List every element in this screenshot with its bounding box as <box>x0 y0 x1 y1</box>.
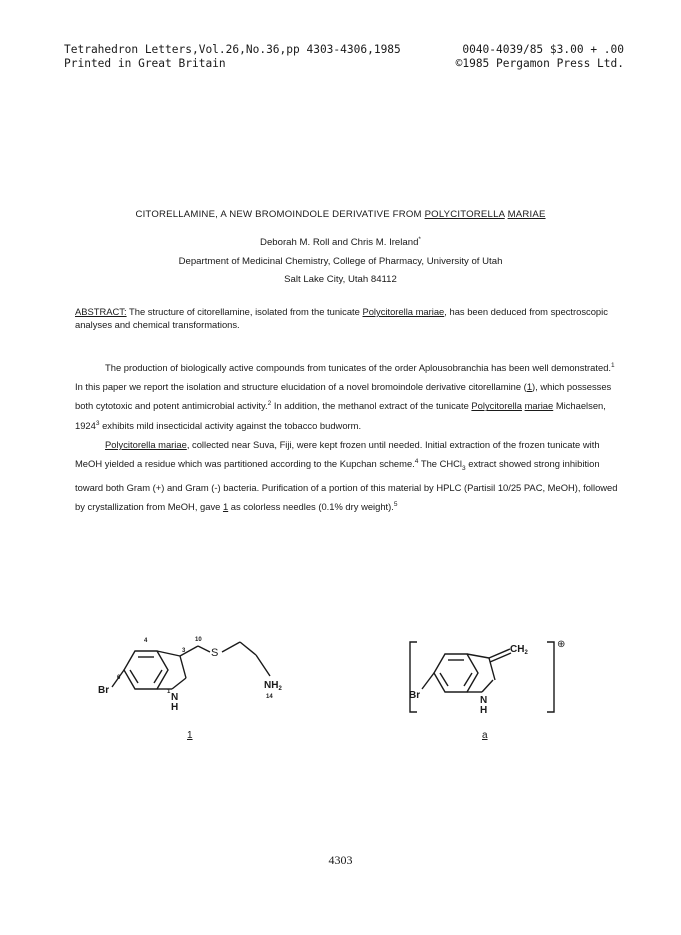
p2-compound-ref: 1 <box>222 501 229 513</box>
author-names: Deborah M. Roll and Chris M. Ireland <box>260 237 419 248</box>
sulfur-atom: S <box>211 647 219 659</box>
ref-4: 4 <box>414 457 419 465</box>
author-line <box>0 237 681 248</box>
amine-group: $NH_2$ <box>264 680 282 692</box>
bromine-atom: Br <box>98 685 110 696</box>
paragraph-isolation <box>75 435 620 517</box>
p1-genus: Polycitorella <box>471 400 522 412</box>
paragraph-intro <box>75 358 620 435</box>
abstract <box>75 306 620 331</box>
chcl3-subscript: 3 <box>462 464 466 472</box>
indole-nitrogen: N <box>480 695 488 706</box>
journal-masthead <box>64 43 624 70</box>
title-genus: POLYCITORELLA <box>424 209 505 220</box>
methylene-group: $CH_2$ <box>510 644 528 656</box>
abstract-label: ABSTRACT: <box>75 306 127 317</box>
position-3: 3 <box>182 648 186 654</box>
indole-nitrogen: N <box>171 692 179 703</box>
positive-charge-icon: ⊕ <box>557 639 566 650</box>
p1-text-6: exhibits mild insecticidal activity against the tobacco budworm. <box>99 419 362 431</box>
structure-1-label: 1 <box>187 730 193 741</box>
p2-text-1: , collected near Suva, Fiji, were kept frozen until needed. Initial extraction of the frozen tunicate with MeOH yielded a residue which was partitioned according to the Kupchan scheme. <box>75 438 600 470</box>
ref-5: 5 <box>393 501 398 509</box>
article-body <box>75 358 620 517</box>
p2-species: Polycitorella mariae <box>105 438 187 450</box>
p1-text-1: The production of biologically active compounds from tunicates of the order Aplousobranchia has been well demonstrated. <box>105 362 612 373</box>
p1-text-5: Michaelsen, 1924 <box>75 400 606 431</box>
ref-1: 1 <box>611 361 615 369</box>
indole-hydrogen: H <box>480 705 488 716</box>
p2-text-3: extract showed strong inhibition toward both Gram (+) and Gram (-) bacteria. Purification of a portion of this material by HPLC (Partisil 10/25 PAC, MeOH), followed by crystallization from MeOH, gave <box>75 458 618 513</box>
abstract-species: Polycitorella mariae <box>362 306 445 317</box>
indole-hydrogen: H <box>171 702 179 713</box>
structure-1-bonds <box>112 642 270 689</box>
compound-ref: 1 <box>526 381 533 393</box>
p1-text-3: ), which possesses both cytotoxic and potent antimicrobial activity. <box>75 381 612 412</box>
structure-1-atoms <box>98 647 282 713</box>
p1-text-2: In this paper we report the isolation and structure elucidation of a novel bromoindole derivative citorellamine ( <box>75 381 527 393</box>
structure-intermediate-a <box>405 632 585 722</box>
title-main: CITORELLAMINE, A NEW BROMOINDOLE DERIVATIVE FROM <box>135 209 425 220</box>
abstract-text-2: , has been deduced from spectroscopic analyses and chemical transformations. <box>75 306 608 330</box>
copyright-notice: ©1985 Pergamon Press Ltd. <box>455 56 624 70</box>
position-1: 1 <box>167 689 171 695</box>
article-price-code: 0040-4039/85 $3.00 + .00 <box>462 43 624 56</box>
page-number: 4303 <box>328 853 353 867</box>
p2-text-2: The CHCl <box>418 458 462 470</box>
printed-location: Printed in Great Britain <box>64 56 226 70</box>
ref-2: 2 <box>267 400 272 408</box>
affiliation-department: Department of Medicinal Chemistry, College of Pharmacy, University of Utah <box>178 256 503 267</box>
structure-a-label: a <box>482 730 488 741</box>
title-species: MARIAE <box>507 209 546 220</box>
ref-3: 3 <box>95 419 100 427</box>
structure-citorellamine <box>100 630 310 750</box>
position-14: 14 <box>266 694 273 700</box>
structure-1-numbering <box>117 637 273 700</box>
p1-species: mariae <box>524 400 554 412</box>
bromine-atom: Br <box>409 690 421 701</box>
article-title <box>0 209 681 220</box>
position-4: 4 <box>144 638 148 644</box>
abstract-text-1: The structure of citorellamine, isolated from the tunicate <box>126 306 363 317</box>
structure-a-atoms <box>409 639 565 716</box>
p2-text-4: as colorless needles (0.1% dry weight). <box>228 501 394 513</box>
position-6: 6 <box>117 675 121 681</box>
journal-citation: Tetrahedron Letters,Vol.26,No.36,pp 4303-4306,1985 <box>64 43 401 56</box>
position-10: 10 <box>195 637 202 643</box>
corresponding-mark: * <box>418 235 421 243</box>
p1-text-4: In addition, the methanol extract of the tunicate <box>271 400 472 412</box>
affiliation-city: Salt Lake City, Utah 84112 <box>284 274 397 285</box>
